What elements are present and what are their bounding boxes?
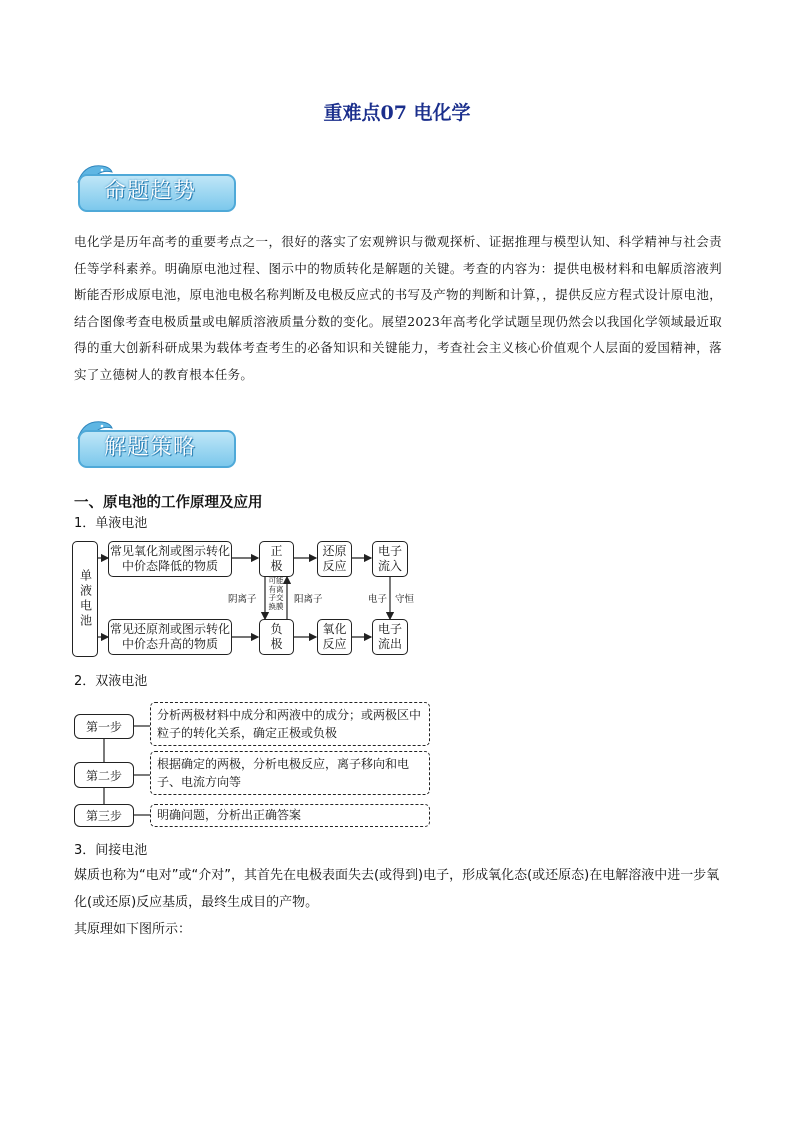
electron-in-box: 电子流入 [372,541,408,577]
indirect-paragraph: 媒质也称为“电对”或“介对”，其首先在电极表面失去(或得到)电子，形成氧化态(或还原态)在电解溶液中进一步氧化(或还原)反应基质，最终生成目的产物。 [74,868,720,910]
trend-paragraph: 电化学是历年高考的重要考点之一，很好的落实了宏观辨识与微观探析、证据推理与模型认知、科学精神与社会责任等学科素养。明确原电池过程、图示中的物质转化是解题的关键。考查的内容为：提供电极材料和电解质溶液判断能否形成原电池，原电池电极名称判断及电极反应式的书写及产物的判断和计算，，提供反应方程式设计原电池，结合图像考查电极质量或电解质溶液质量分数的变化。展望2023年高考化学试题呈现仍然会以我国化学领域最近取得的重大创新科研成果为载体考查考生的必备知识和关键能力，考查社会主义核心价值观个人层面的爱国精神，落实了立德树人的教育根本任务。 [74,234,722,382]
reductant-desc-box: 常见还原剂或图示转化中价态升高的物质 [108,619,232,655]
double-cell-diagram [74,700,434,830]
single-cell-box: 单液电池 [72,541,98,657]
step3-box: 第三步 [74,804,134,827]
positive-electrode-box: 正极 [259,541,294,577]
subheading-double: 2．双液电池 [74,674,148,689]
reduction-box: 还原反应 [317,541,352,577]
step3-desc: 明确问题，分析出正确答案 [150,804,430,827]
oxidation-box: 氧化反应 [317,619,352,655]
subheading-indirect: 3．间接电池 [74,843,148,858]
step1-box: 第一步 [74,714,134,739]
electron-label: 电子 [368,594,388,605]
single-cell-diagram [72,537,422,659]
anion-label: 阴离子 [228,594,257,605]
principle-caption: 其原理如下图所示： [74,922,192,937]
page-title: 重难点07 电化学 [323,102,471,124]
electron-out-box: 电子流出 [372,619,408,655]
banner-trend-label: 命题趋势 [104,179,197,204]
step2-desc: 根据确定的两极，分析电极反应，离子移向和电子、电流方向等 [150,751,430,795]
subheading-single: 1．单液电池 [74,516,148,531]
heading-galvanic: 一、原电池的工作原理及应用 [74,495,263,511]
oxidant-desc-box: 常见氧化剂或图示转化中价态降低的物质 [108,541,232,577]
step2-box: 第二步 [74,762,134,788]
banner-strategy-label: 解题策略 [104,435,197,460]
step1-desc: 分析两极材料中成分和两液中的成分；或两极区中粒子的转化关系，确定正极或负极 [150,702,430,746]
banner-strategy [74,418,238,466]
exchange-membrane-label: 可能有离子交换膜 [268,576,284,611]
banner-trend [74,162,238,210]
conserve-label: 守恒 [395,594,415,605]
cation-label: 阳离子 [294,594,323,605]
negative-electrode-box: 负极 [259,619,294,655]
